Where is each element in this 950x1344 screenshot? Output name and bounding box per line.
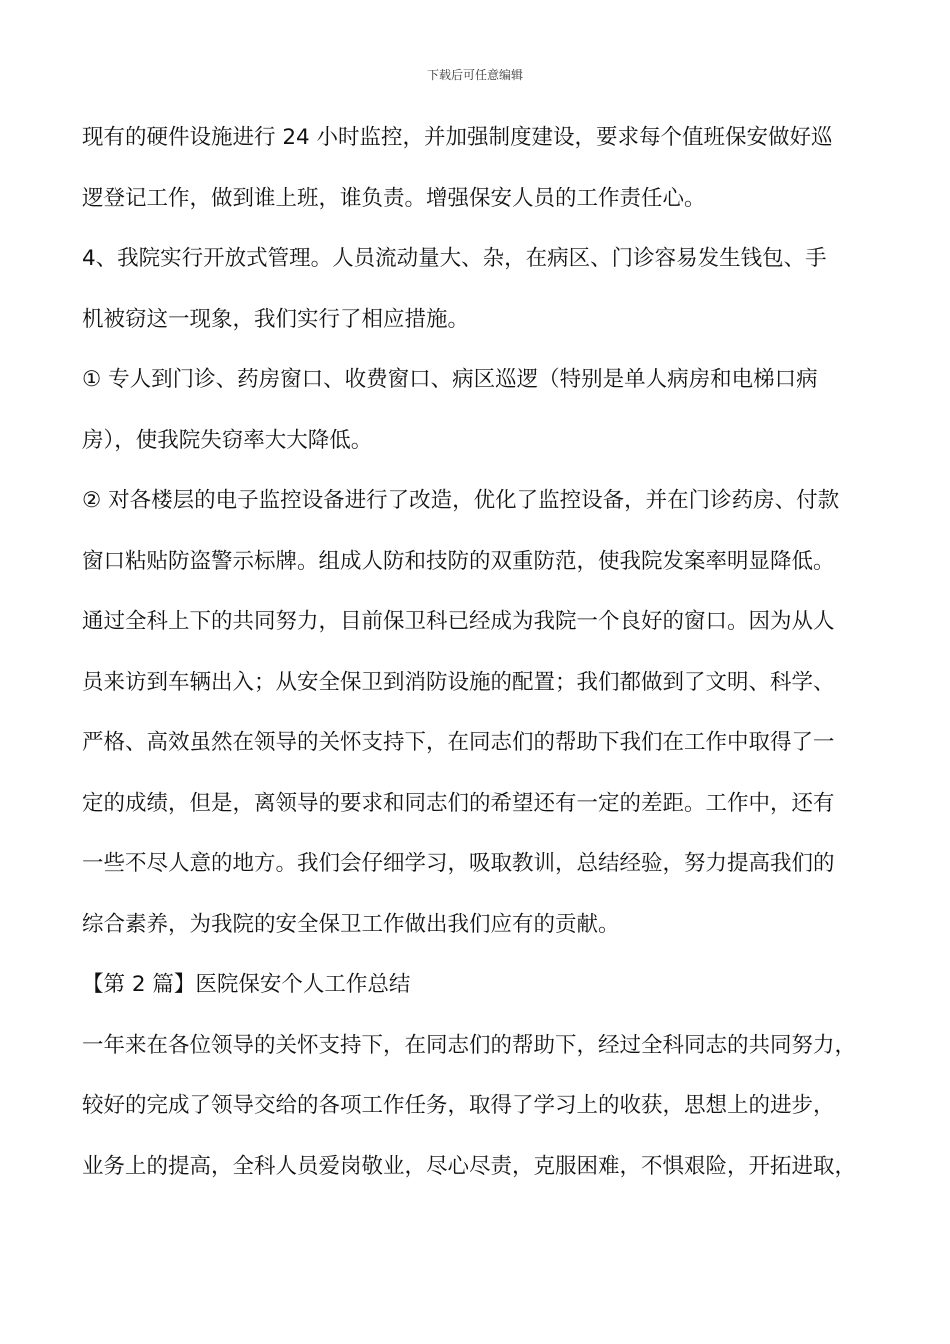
text-line: ② 对各楼层的电子监控设备进行了改造，优化了监控设备，并在门诊药房、付款	[82, 488, 840, 513]
section-heading: 【第 2 篇】医院保安个人工作总结	[82, 972, 411, 997]
document-body	[82, 114, 882, 1203]
text-line: 定的成绩，但是，离领导的要求和同志们的希望还有一定的差距。工作中，还有	[82, 790, 835, 816]
text-line: 严格、高效虽然在领导的关怀支持下，在同志们的帮助下我们在工作中取得了一	[82, 730, 835, 755]
text-line: 一年来在各位领导的关怀支持下，在同志们的帮助下，经过全科同志的共同努力，	[82, 1032, 857, 1058]
text-line: 业务上的提高，全科人员爱岗敬业，尽心尽责，克服困难，不惧艰险，开拓进取，	[82, 1153, 857, 1179]
text-line: 逻登记工作，做到谁上班，谁负责。增强保安人员的工作责任心。	[82, 185, 706, 211]
header-note: 下载后可任意编辑	[426, 68, 523, 82]
text-line: 窗口粘贴防盗警示标牌。组成人防和技防的双重防范，使我院发案率明显降低。	[82, 548, 835, 574]
text-line: ① 专人到门诊、药房窗口、收费窗口、病区巡逻（特别是单人病房和电梯口病	[82, 367, 818, 392]
text-line: 现有的硬件设施进行 24 小时监控，并加强制度建设，要求每个值班保安做好巡	[82, 125, 833, 150]
text-line: 机被窃这一现象，我们实行了相应措施。	[82, 306, 470, 332]
text-line: 综合素养，为我院的安全保卫工作做出我们应有的贡献。	[82, 911, 620, 937]
text-line: 员来访到车辆出入；从安全保卫到消防设施的配置；我们都做到了文明、科学、	[82, 669, 835, 695]
text-line: 4、我院实行开放式管理。人员流动量大、杂，在病区、门诊容易发生钱包、手	[82, 246, 827, 271]
text-line: 房），使我院失窃率大大降低。	[82, 427, 373, 453]
text-line: 一些不尽人意的地方。我们会仔细学习，吸取教训，总结经验，努力提高我们的	[82, 851, 835, 876]
text-line: 通过全科上下的共同努力，目前保卫科已经成为我院一个良好的窗口。因为从人	[82, 609, 835, 634]
text-line: 较好的完成了领导交给的各项工作任务，取得了学习上的收获，思想上的进步，	[82, 1093, 835, 1118]
